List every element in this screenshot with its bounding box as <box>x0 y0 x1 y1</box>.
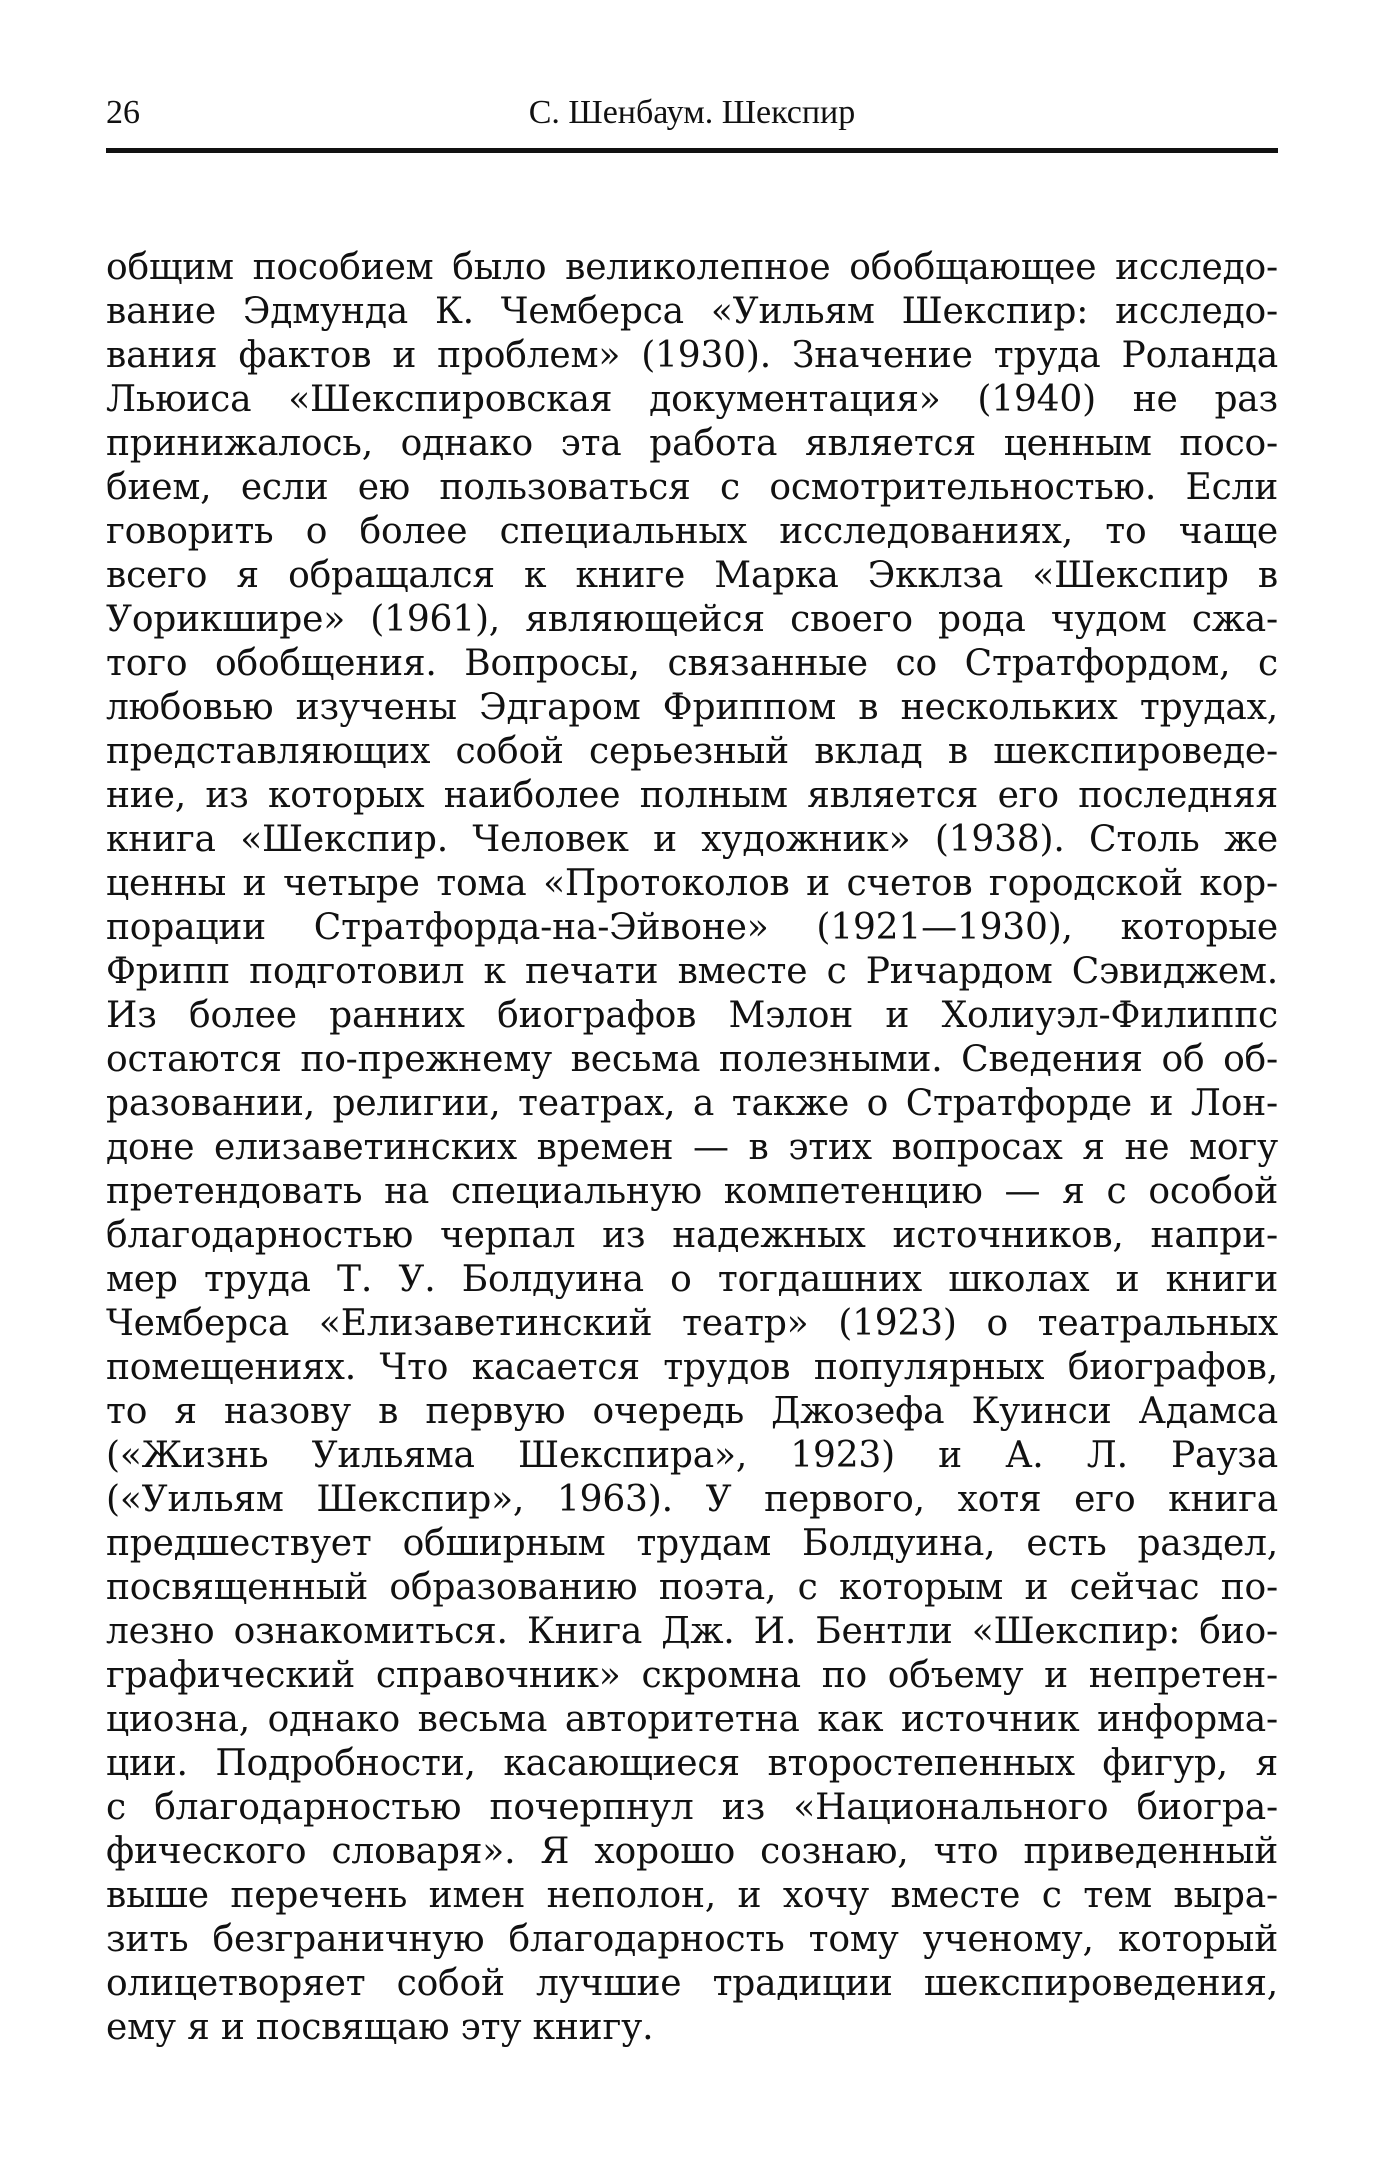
text-line: графический справочник» скромна по объему и непретен- <box>106 1655 1278 1696</box>
text-line: претендовать на специальную компетенцию — я с особой <box>106 1171 1278 1212</box>
text-line: мер труда Т. У. Болдуина о тогдашних школах и книги <box>106 1259 1278 1300</box>
text-line: олицетворяет собой лучшие традиции шекспироведения, <box>106 1963 1278 2004</box>
text-line-last: ему я и посвящаю эту книгу. <box>106 2007 654 2048</box>
text-line: циозна, однако весьма авторитетна как источник информа- <box>106 1699 1278 1740</box>
text-line: с благодарностью почерпнул из «Национального биогра- <box>106 1787 1278 1828</box>
text-line: фического словаря». Я хорошо сознаю, что приведенный <box>106 1831 1278 1872</box>
text-line: всего я обращался к книге Марка Экклза «Шекспир в <box>106 555 1278 596</box>
text-line: предшествует обширным трудам Болдуина, есть раздел, <box>106 1523 1278 1564</box>
text-line: посвященный образованию поэта, с которым и сейчас по- <box>106 1567 1278 1608</box>
text-line: помещениях. Что касается трудов популярных биографов, <box>106 1347 1278 1388</box>
text-line: зить безграничную благодарность тому ученому, который <box>106 1919 1278 1960</box>
page-number: 26 <box>106 94 140 131</box>
text-line: Льюиса «Шекспировская документация» (1940) не раз <box>106 379 1278 420</box>
text-line: говорить о более специальных исследованиях, то чаще <box>106 511 1278 552</box>
body-text <box>106 246 1278 2086</box>
running-head: С. Шенбаум. Шекспир <box>528 94 856 131</box>
text-line: («Жизнь Уильяма Шекспира», 1923) и А. Л. Рауза <box>106 1435 1278 1476</box>
text-line: того обобщения. Вопросы, связанные со Стратфордом, с <box>106 643 1278 684</box>
page-header <box>106 92 1278 153</box>
text-line: ции. Подробности, касающиеся второстепенных фигур, я <box>106 1743 1278 1784</box>
text-line: общим пособием было великолепное обобщающее исследо- <box>106 247 1278 288</box>
text-line: ние, из которых наиболее полным является его последняя <box>106 775 1278 816</box>
text-line: Чемберса «Елизаветинский театр» (1923) о театральных <box>106 1303 1278 1344</box>
text-line: представляющих собой серьезный вклад в шекспироведе- <box>106 731 1278 772</box>
text-line: книга «Шекспир. Человек и художник» (1938). Столь же <box>106 819 1278 860</box>
text-line: лезно ознакомиться. Книга Дж. И. Бентли «Шекспир: био- <box>106 1611 1278 1652</box>
text-line: выше перечень имен неполон, и хочу вместе с тем выра- <box>106 1875 1278 1916</box>
text-line: принижалось, однако эта работа является ценным посо- <box>106 423 1278 464</box>
text-line: вание Эдмунда К. Чемберса «Уильям Шекспир: исследо- <box>106 291 1278 332</box>
text-line: ценны и четыре тома «Протоколов и счетов городской кор- <box>106 863 1278 904</box>
text-line: разовании, религии, театрах, а также о Стратфорде и Лон- <box>106 1083 1278 1124</box>
text-line: любовью изучены Эдгаром Фриппом в нескольких трудах, <box>106 687 1278 728</box>
text-line: вания фактов и проблем» (1930). Значение труда Роланда <box>106 335 1278 376</box>
text-line: благодарностью черпал из надежных источников, напри- <box>106 1215 1278 1256</box>
text-line: («Уильям Шекспир», 1963). У первого, хотя его книга <box>106 1479 1278 1520</box>
text-line: то я назову в первую очередь Джозефа Куинси Адамса <box>106 1391 1278 1432</box>
text-line: Уорикшире» (1961), являющейся своего рода чудом сжа- <box>106 599 1278 640</box>
text-line: Фрипп подготовил к печати вместе с Ричардом Сэвиджем. <box>106 951 1278 992</box>
text-line: доне елизаветинских времен — в этих вопросах я не могу <box>106 1127 1278 1168</box>
text-line: остаются по-прежнему весьма полезными. Сведения об об- <box>106 1039 1278 1080</box>
text-line: Из более ранних биографов Мэлон и Холиуэл-Филиппс <box>106 995 1278 1036</box>
text-line: порации Стратфорда-на-Эйвоне» (1921—1930), которые <box>106 907 1278 948</box>
text-line: бием, если ею пользоваться с осмотрительностью. Если <box>106 467 1278 508</box>
